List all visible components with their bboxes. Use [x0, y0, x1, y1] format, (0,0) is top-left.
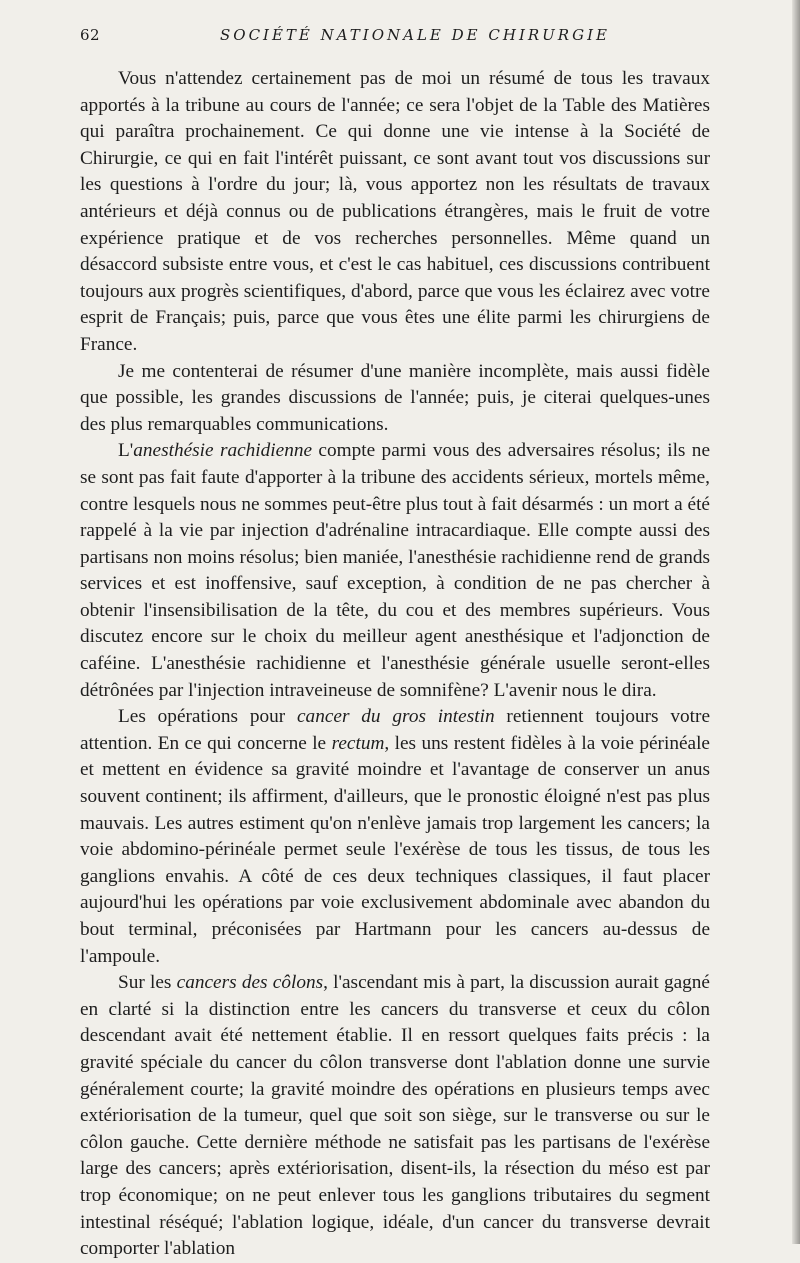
body-text: [80, 66, 710, 1263]
page-header: [80, 26, 710, 50]
paragraph-rachianesthesia: L'anesthésie rachidienne compte parmi vous des adversaires résolus; ils ne se sont pas fait faute d'apporter à la tribune des accidents sérieux, mortels même, contre lesquels nous ne sommes peut-être plus tout à fait désarmés : un mort a été rappelé à la vie par injection d'adrénaline intracardiaque. Elle compte aussi des partisans non moins résolus; bien maniée, l'anesthésie rachidienne rend de grands services et est inoffensive, sauf exception, à condition de ne pas chercher à obtenir l'insensibilisation de la tête, du cou et des membres supérieurs. Vous discutez encore sur le choix du meilleur agent anesthésique et l'adjonction de caféine. L'anesthésie rachidienne et l'anesthésie générale usuelle seront-elles détrônées par l'injection intraveineuse de somnifène? L'avenir nous le dira.: [80, 440, 711, 701]
paragraph-intro: Vous n'attendez certainement pas de moi un résumé de tous les travaux apportés à la tribune au cours de l'année; ce sera l'objet de la Table des Matières qui paraîtra prochainement. Ce qui donne une vie intense à la Société de Chirurgie, ce qui en fait l'intérêt puissant, ce sont avant tout vos discussions sur les questions à l'ordre du jour; là, vous apportez non les résultats de travaux antérieurs et déjà connus ou de publications étrangères, mais le fruit de votre expérience pratique et de vos recherches personnelles. Même quand un désaccord subsiste entre vous, et c'est le cas habituel, ces discussions contribuent toujours aux progrès scientifiques, d'abord, parce que vous les éclairez avec votre esprit de Français; puis, parce que vous êtes une élite parmi les chirurgiens de France.: [80, 68, 710, 355]
topic-rectum: rectum: [331, 732, 385, 754]
running-title: SOCIÉTÉ NATIONALE DE CHIRURGIE: [220, 26, 610, 44]
topic-anesthesie-rachidienne: anesthésie rachidienne: [133, 440, 313, 462]
topic-cancer-gros-intestin: cancer du gros intestin: [297, 706, 495, 728]
paragraph-colorectal-cancer: Les opérations pour cancer du gros intestin retiennent toujours votre attention. En ce qui concerne le rectum, les uns restent fidèles à la voie périnéale et mettent en évidence sa gravité moindre et l'avantage de conserver un anus souvent continent; ils affirment, d'ailleurs, que le pronostic éloigné n'est pas plus mauvais. Les autres estiment qu'on n'enlève jamais trop largement les cancers; la voie abdomino-périnéale permet seule l'exérèse de tous les tissus, de tous les ganglions envahis. A côté de ces deux techniques classiques, il faut placer aujourd'hui les opérations par voie exclusivement abdominale avec abandon du bout terminal, préconisées par Hartmann pour les cancers au-dessus de l'ampoule.: [80, 706, 710, 967]
page-number: 62: [80, 26, 101, 44]
paragraph-summary-plan: Je me contenterai de résumer d'une manière incomplète, mais aussi fidèle que possible, les grandes discussions de l'année; puis, je citerai quelques-unes des plus remarquables communications.: [80, 360, 710, 435]
page-edge-shadow: [792, 0, 800, 1244]
paragraph-colon-cancer: Sur les cancers des côlons, l'ascendant mis à part, la discussion aurait gagné en clarté si la distinction entre les cancers du transverse et ceux du côlon descendant avait été nettement établie. Il en ressort quelques faits précis : la gravité spéciale du cancer du côlon transverse dont l'ablation donne une survie généralement courte; la gravité moindre des opérations en plusieurs temps avec extériorisation de la tumeur, quel que soit son siège, sur le transverse ou sur le côlon gauche. Cette dernière méthode ne satisfait pas les partisans de l'exérèse large des cancers; après extériorisation, disent-ils, la résection du méso est par trop économique; on ne peut enlever tous les ganglions tributaires du segment intestinal réséqué; l'ablation logique, idéale, d'un cancer du transverse devrait comporter l'ablation: [80, 972, 710, 1260]
topic-cancers-des-colons: cancers des côlons: [176, 972, 324, 994]
